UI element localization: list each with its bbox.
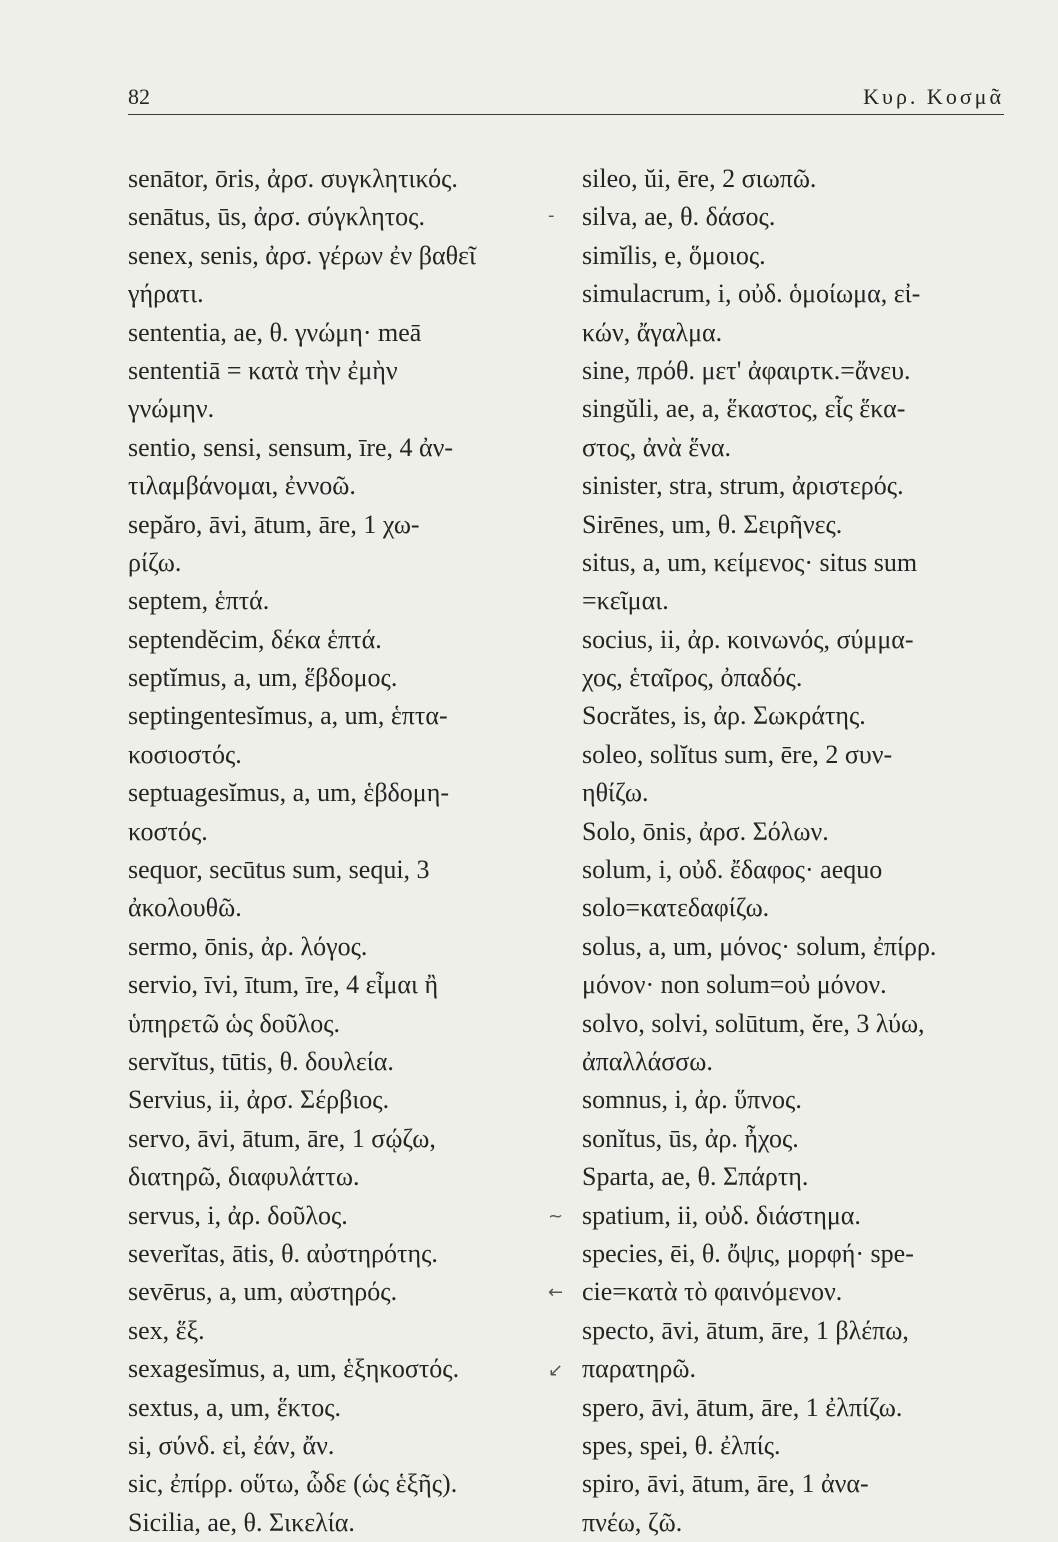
entry-line: soleo, solĭtus sum, ēre, 2 συν-	[582, 739, 893, 769]
entry-line: solum, i, οὐδ. ἔδαφος· aequo	[582, 855, 883, 885]
entry-line: κών, ἄγαλμα.	[582, 317, 723, 347]
entry-line: sequor, secūtus sum, sequi, 3	[128, 855, 430, 885]
entry-line: sex, ἕξ.	[128, 1315, 205, 1345]
entry-line: septem, ἑπτά.	[128, 586, 270, 616]
entry-line: servĭtus, tūtis, θ. δουλεία.	[128, 1046, 394, 1076]
margin-mark: ‑	[548, 205, 555, 226]
entry-line: senātor, ōris, ἀρσ. συγκλητικός.	[128, 164, 458, 193]
entry-line: senātus, ūs, ἀρσ. σύγκλητος.	[128, 202, 425, 232]
entry-line: χος, ἑταῖρος, ὀπαδός.	[582, 663, 803, 693]
entry-line: simulacrum, i, οὐδ. ὁμοίωμα, εἰ-	[582, 279, 921, 309]
entry-line: spiro, āvi, ātum, āre, 1 ἀνα-	[582, 1469, 869, 1499]
page-header	[128, 84, 1004, 115]
entry-line: situs, a, um, κείμενος· situs sum	[582, 547, 918, 577]
entry-line: ηθίζω.	[582, 778, 649, 808]
entry-line: sic, ἐπίρρ. οὕτω, ὧδε (ὡς ἑξῆς).	[128, 1469, 458, 1499]
entry-line: κοσιοστός.	[128, 739, 242, 769]
entry-line: solo=κατεδαφίζω.	[582, 893, 770, 923]
page-number: 82	[128, 84, 150, 109]
entry-line: ἀπαλλάσσω.	[582, 1046, 713, 1076]
entry-line: sextus, a, um, ἕκτος.	[128, 1392, 342, 1422]
entry-line: ὑπηρετῶ ὡς δοῦλος.	[128, 1008, 340, 1038]
entry-line: severĭtas, ātis, θ. αὐστηρότης.	[128, 1238, 438, 1268]
margin-mark: ↙	[548, 1360, 564, 1381]
entry-line: sermo, ōnis, ἀρ. λόγος.	[128, 931, 368, 961]
entry-line: sine, πρόθ. μετ' ἀφαιρτκ.=ἄνευ.	[582, 355, 911, 385]
entry-line: septĭmus, a, um, ἕβδομος.	[128, 663, 398, 693]
entry-line: septendĕcim, δέκα ἑπτά.	[128, 624, 382, 654]
entry-line: γήρατι.	[128, 279, 204, 309]
entry-line: κοστός.	[128, 816, 208, 846]
margin-mark: ~	[548, 1206, 564, 1227]
entry-line: sonĭtus, ūs, ἀρ. ἦχος.	[582, 1123, 799, 1153]
right-column	[582, 160, 1007, 1542]
entry-line: servio, īvi, ītum, īre, 4 εἶμαι ἢ	[128, 970, 439, 1000]
running-head: Κυρ. Κοσμᾶ	[863, 84, 1004, 109]
entry-line: πνέω, ζῶ.	[582, 1507, 683, 1537]
entry-line: μόνον· non solum=οὐ μόνον.	[582, 970, 887, 1000]
entry-line: solus, a, um, μόνος· solum, ἐπίρρ.	[582, 931, 937, 961]
entry-line: Solo, ōnis, ἀρσ. Σόλων.	[582, 816, 829, 846]
left-column	[128, 160, 558, 1542]
entry-line: ἀκολουθῶ.	[128, 893, 242, 923]
entry-line: septingentesĭmus, a, um, ἑπτα-	[128, 701, 448, 731]
entry-line: sententiā = κατὰ τὴν ἐμὴν	[128, 355, 398, 385]
entry-line: senex, senis, ἀρσ. γέρων ἐν βαθεῖ	[128, 240, 476, 270]
entry-line: servo, āvi, ātum, āre, 1 σῴζω,	[128, 1123, 436, 1153]
entry-line: διατηρῶ, διαφυλάττω.	[128, 1162, 360, 1192]
entry-line: somnus, i, ἀρ. ὕπνος.	[582, 1085, 802, 1115]
entry-line: singŭli, ae, a, ἕκαστος, εἷς ἕκα-	[582, 394, 906, 424]
entry-line: si, σύνδ. εἰ, ἐάν, ἄν.	[128, 1430, 335, 1460]
entry-line: στος, ἀνὰ ἕνα.	[582, 432, 732, 462]
entry-line: silva, ae, θ. δάσος.	[582, 202, 776, 232]
entry-line: Sirēnes, um, θ. Σειρῆνες.	[582, 509, 843, 539]
entry-line: sexagesĭmus, a, um, ἑξηκοστός.	[128, 1354, 460, 1384]
entry-line: =κεῖμαι.	[582, 586, 669, 616]
entry-line: sevērus, a, um, αὐστηρός.	[128, 1277, 398, 1307]
entry-line: Sicilia, ae, θ. Σικελία.	[128, 1507, 355, 1537]
entry-line: cie=κατὰ τὸ φαινόμενον.	[582, 1277, 843, 1307]
entry-line: sileo, ŭi, ēre, 2 σιωπῶ.	[582, 164, 817, 193]
entry-line: παρατηρῶ.	[582, 1354, 696, 1384]
entry-line: septuagesĭmus, a, um, ἑβδομη-	[128, 778, 450, 808]
entry-line: sentio, sensi, sensum, īre, 4 ἀν-	[128, 432, 454, 462]
entry-line: socius, ii, ἀρ. κοινωνός, σύμμα-	[582, 624, 914, 654]
entry-line: specto, āvi, ātum, āre, 1 βλέπω,	[582, 1315, 909, 1345]
entry-line: spes, spei, θ. ἐλπίς.	[582, 1430, 781, 1460]
entry-line: ρίζω.	[128, 547, 182, 577]
entry-line: species, ēi, θ. ὄψις, μορφή· spe-	[582, 1238, 914, 1268]
entry-line: γνώμην.	[128, 394, 215, 424]
entry-line: Servius, ii, ἀρσ. Σέρβιος.	[128, 1085, 390, 1115]
entry-line: solvo, solvi, solūtum, ĕre, 3 λύω,	[582, 1008, 925, 1038]
entry-line: sinister, stra, strum, ἀριστερός.	[582, 471, 904, 501]
entry-line: τιλαμβάνομαι, ἐννοῶ.	[128, 471, 356, 501]
entry-line: simĭlis, e, ὅμοιος.	[582, 240, 766, 270]
entry-line: sententia, ae, θ. γνώμη· meā	[128, 317, 422, 347]
margin-mark: ←	[548, 1282, 564, 1303]
entry-line: sepăro, āvi, ātum, āre, 1 χω-	[128, 509, 420, 539]
entry-line: spatium, ii, οὐδ. διάστημα.	[582, 1200, 861, 1230]
entry-line: Socrătes, is, ἀρ. Σωκράτης.	[582, 701, 866, 731]
entry-line: servus, i, ἀρ. δοῦλος.	[128, 1200, 348, 1230]
entry-line: Sparta, ae, θ. Σπάρτη.	[582, 1162, 809, 1192]
entry-line: spero, āvi, ātum, āre, 1 ἐλπίζω.	[582, 1392, 903, 1422]
